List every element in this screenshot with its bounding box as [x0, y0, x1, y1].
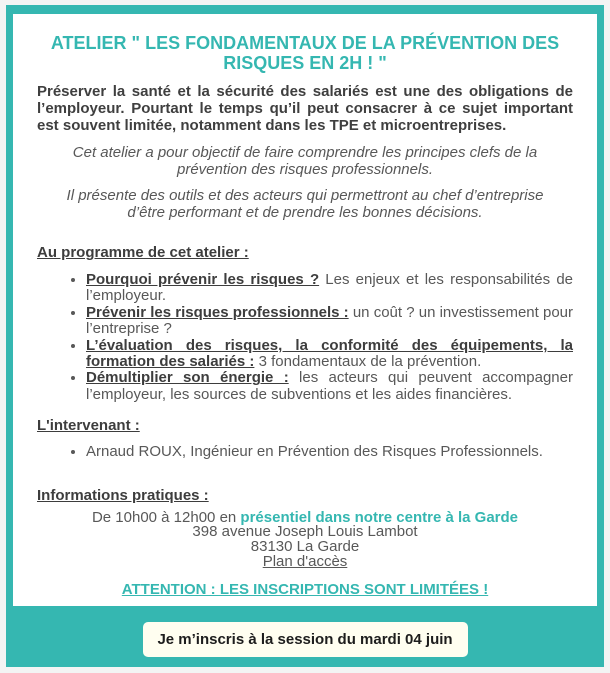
newsletter-content — [13, 14, 597, 606]
program-item-lead: Prévenir les risques professionnels : — [86, 303, 349, 321]
program-item-detail: les acteurs qui peuvent accompagner l’employeur, les sources de subventions et les aides financières. — [86, 369, 573, 403]
address-line-1: 398 avenue Joseph Louis Lambot — [192, 523, 418, 541]
map-access-link[interactable]: Plan d'accès — [262, 552, 348, 570]
program-list — [37, 272, 573, 403]
program-item-detail: 3 fondamentaux de la prévention. — [258, 353, 482, 371]
program-item-lead: Pourquoi prévenir les risques ? — [86, 271, 320, 288]
speaker-list — [37, 444, 573, 460]
speaker-item: • Arnaud ROUX, Ingénieur en Prévention des Risques Professionnels. — [86, 444, 573, 460]
footer-band — [13, 606, 597, 667]
page-title: ATELIER " LES FONDAMENTAUX DE LA PRÉVENTION DES RISQUES EN 2H ! " — [50, 33, 560, 73]
schedule-text: De 10h00 à 12h00 en — [91, 508, 241, 526]
program-item — [86, 370, 573, 403]
program-item-detail: un coût ? un investissement pour l’entreprise ? — [86, 303, 573, 338]
register-button[interactable]: Je m’inscris à la session du mardi 04 juin — [143, 622, 468, 657]
program-item-lead: L’évaluation des risques, la conformité des équipements, la formation des salariés : — [86, 336, 573, 371]
program-item-lead: Démultiplier son énergie : — [86, 369, 289, 387]
practical-info-block — [37, 508, 573, 570]
program-heading: Au programme de cet atelier : — [37, 244, 249, 261]
program-item — [86, 272, 573, 305]
practical-info-heading: Informations pratiques : — [37, 486, 209, 504]
program-item-detail: Les enjeux et les responsabilités de l’employeur. — [86, 271, 574, 305]
objective-paragraph-2: Il présente des outils et des acteurs qui permettront au chef d’entreprise d’être performant et de prendre les bonnes décisions. — [66, 187, 544, 221]
objective-paragraph-1: Cet atelier a pour objectif de faire comprendre les principes clefs de la prévention des risques professionnels. — [72, 144, 538, 178]
program-item — [86, 338, 573, 371]
registration-warning: ATTENTION : LES INSCRIPTIONS SONT LIMITÉES ! — [121, 581, 489, 599]
newsletter-card — [6, 5, 604, 667]
address-line-2: 83130 La Garde — [250, 538, 360, 556]
intro-paragraph: Préserver la santé et la sécurité des salariés est une des obligations de l’employeur. Pourtant le temps qu’il peut consacrer à ce sujet important est souvent limitée, notamment dans les TPE et microentreprises. — [37, 83, 573, 134]
schedule-location-highlight: présentiel dans notre centre à la Garde — [240, 508, 519, 526]
program-item — [86, 305, 573, 338]
speaker-heading: L'intervenant : — [37, 417, 140, 435]
